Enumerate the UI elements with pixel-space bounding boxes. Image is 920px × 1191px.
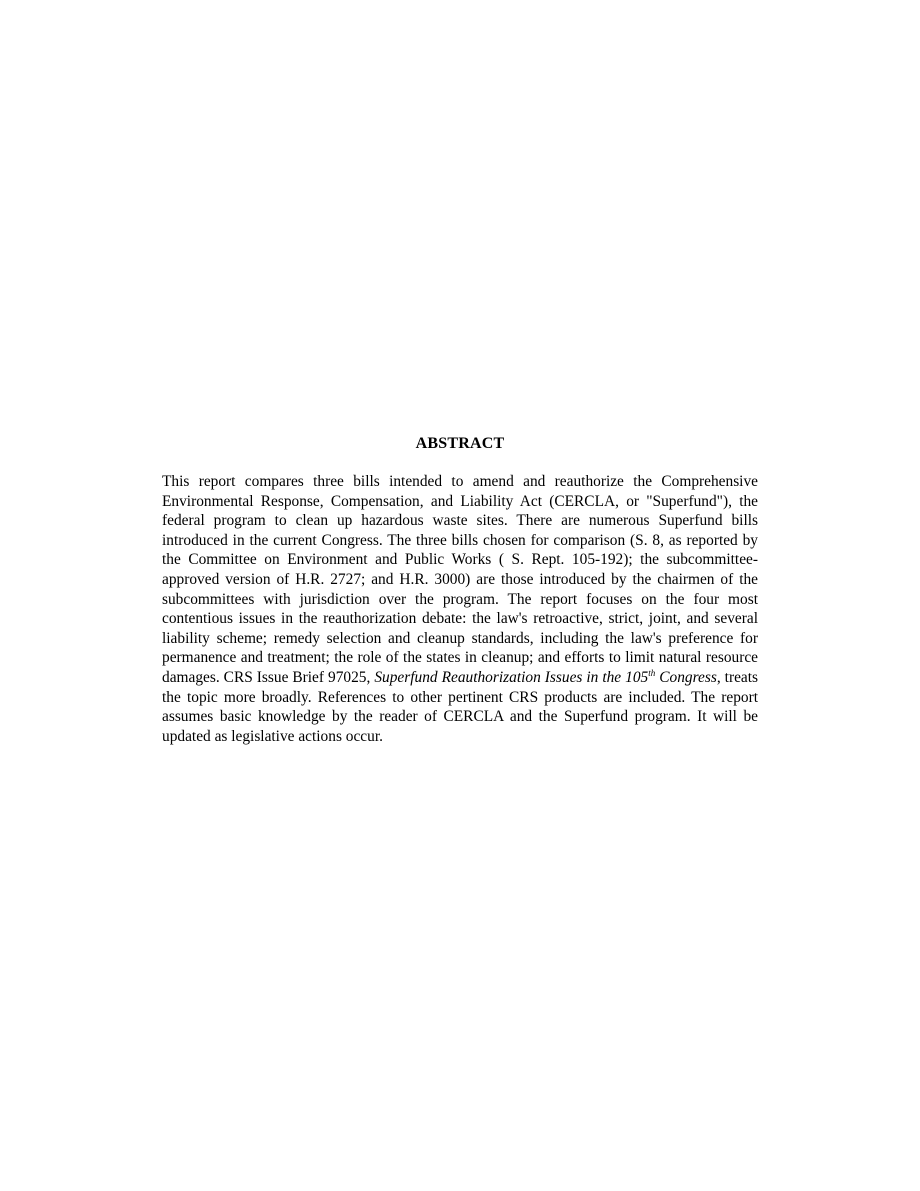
abstract-section — [162, 433, 758, 746]
issue-brief-title-part-b: Congress — [655, 668, 717, 686]
issue-brief-title-part-a: Superfund Reauthorization Issues in the 105 — [374, 668, 649, 686]
ordinal-superscript: th — [648, 667, 656, 678]
issue-brief-title — [374, 669, 717, 686]
abstract-text-part-1: This report compares three bills intended to amend and reauthorize the Comprehensive Environmental Response, Compensation, and Liability Act (CERCLA, or "Superfund"), the federal program to clean up hazardous waste sites. There are numerous Superfund bills introduced in the current Congress. The three bills chosen for comparison (S. 8, as reported by the Committee on Environment and Public Works ( S. Rept. 105-192); the subcommittee-approved version of H.R. 2727; and H.R. 3000) are those introduced by the chairmen of the subcommittees with jurisdiction over the program. The report focuses on the four most contentious issues in the reauthorization debate: the law's retroactive, strict, joint, and several liability scheme; remedy selection and cleanup standards, including the law's preference for permanence and treatment; the role of the states in cleanup; and efforts to limit natural resource damages. CRS Issue Brief 97025, — [162, 473, 758, 686]
abstract-heading: ABSTRACT — [415, 435, 505, 452]
abstract-text-part-2: , treats the topic more broadly. References to other pertinent CRS products are included. The report assumes basic knowledge by the reader of CERCLA and the Superfund program. It will be updated as legislative actions occur. — [162, 668, 758, 745]
abstract-paragraph — [162, 472, 758, 746]
